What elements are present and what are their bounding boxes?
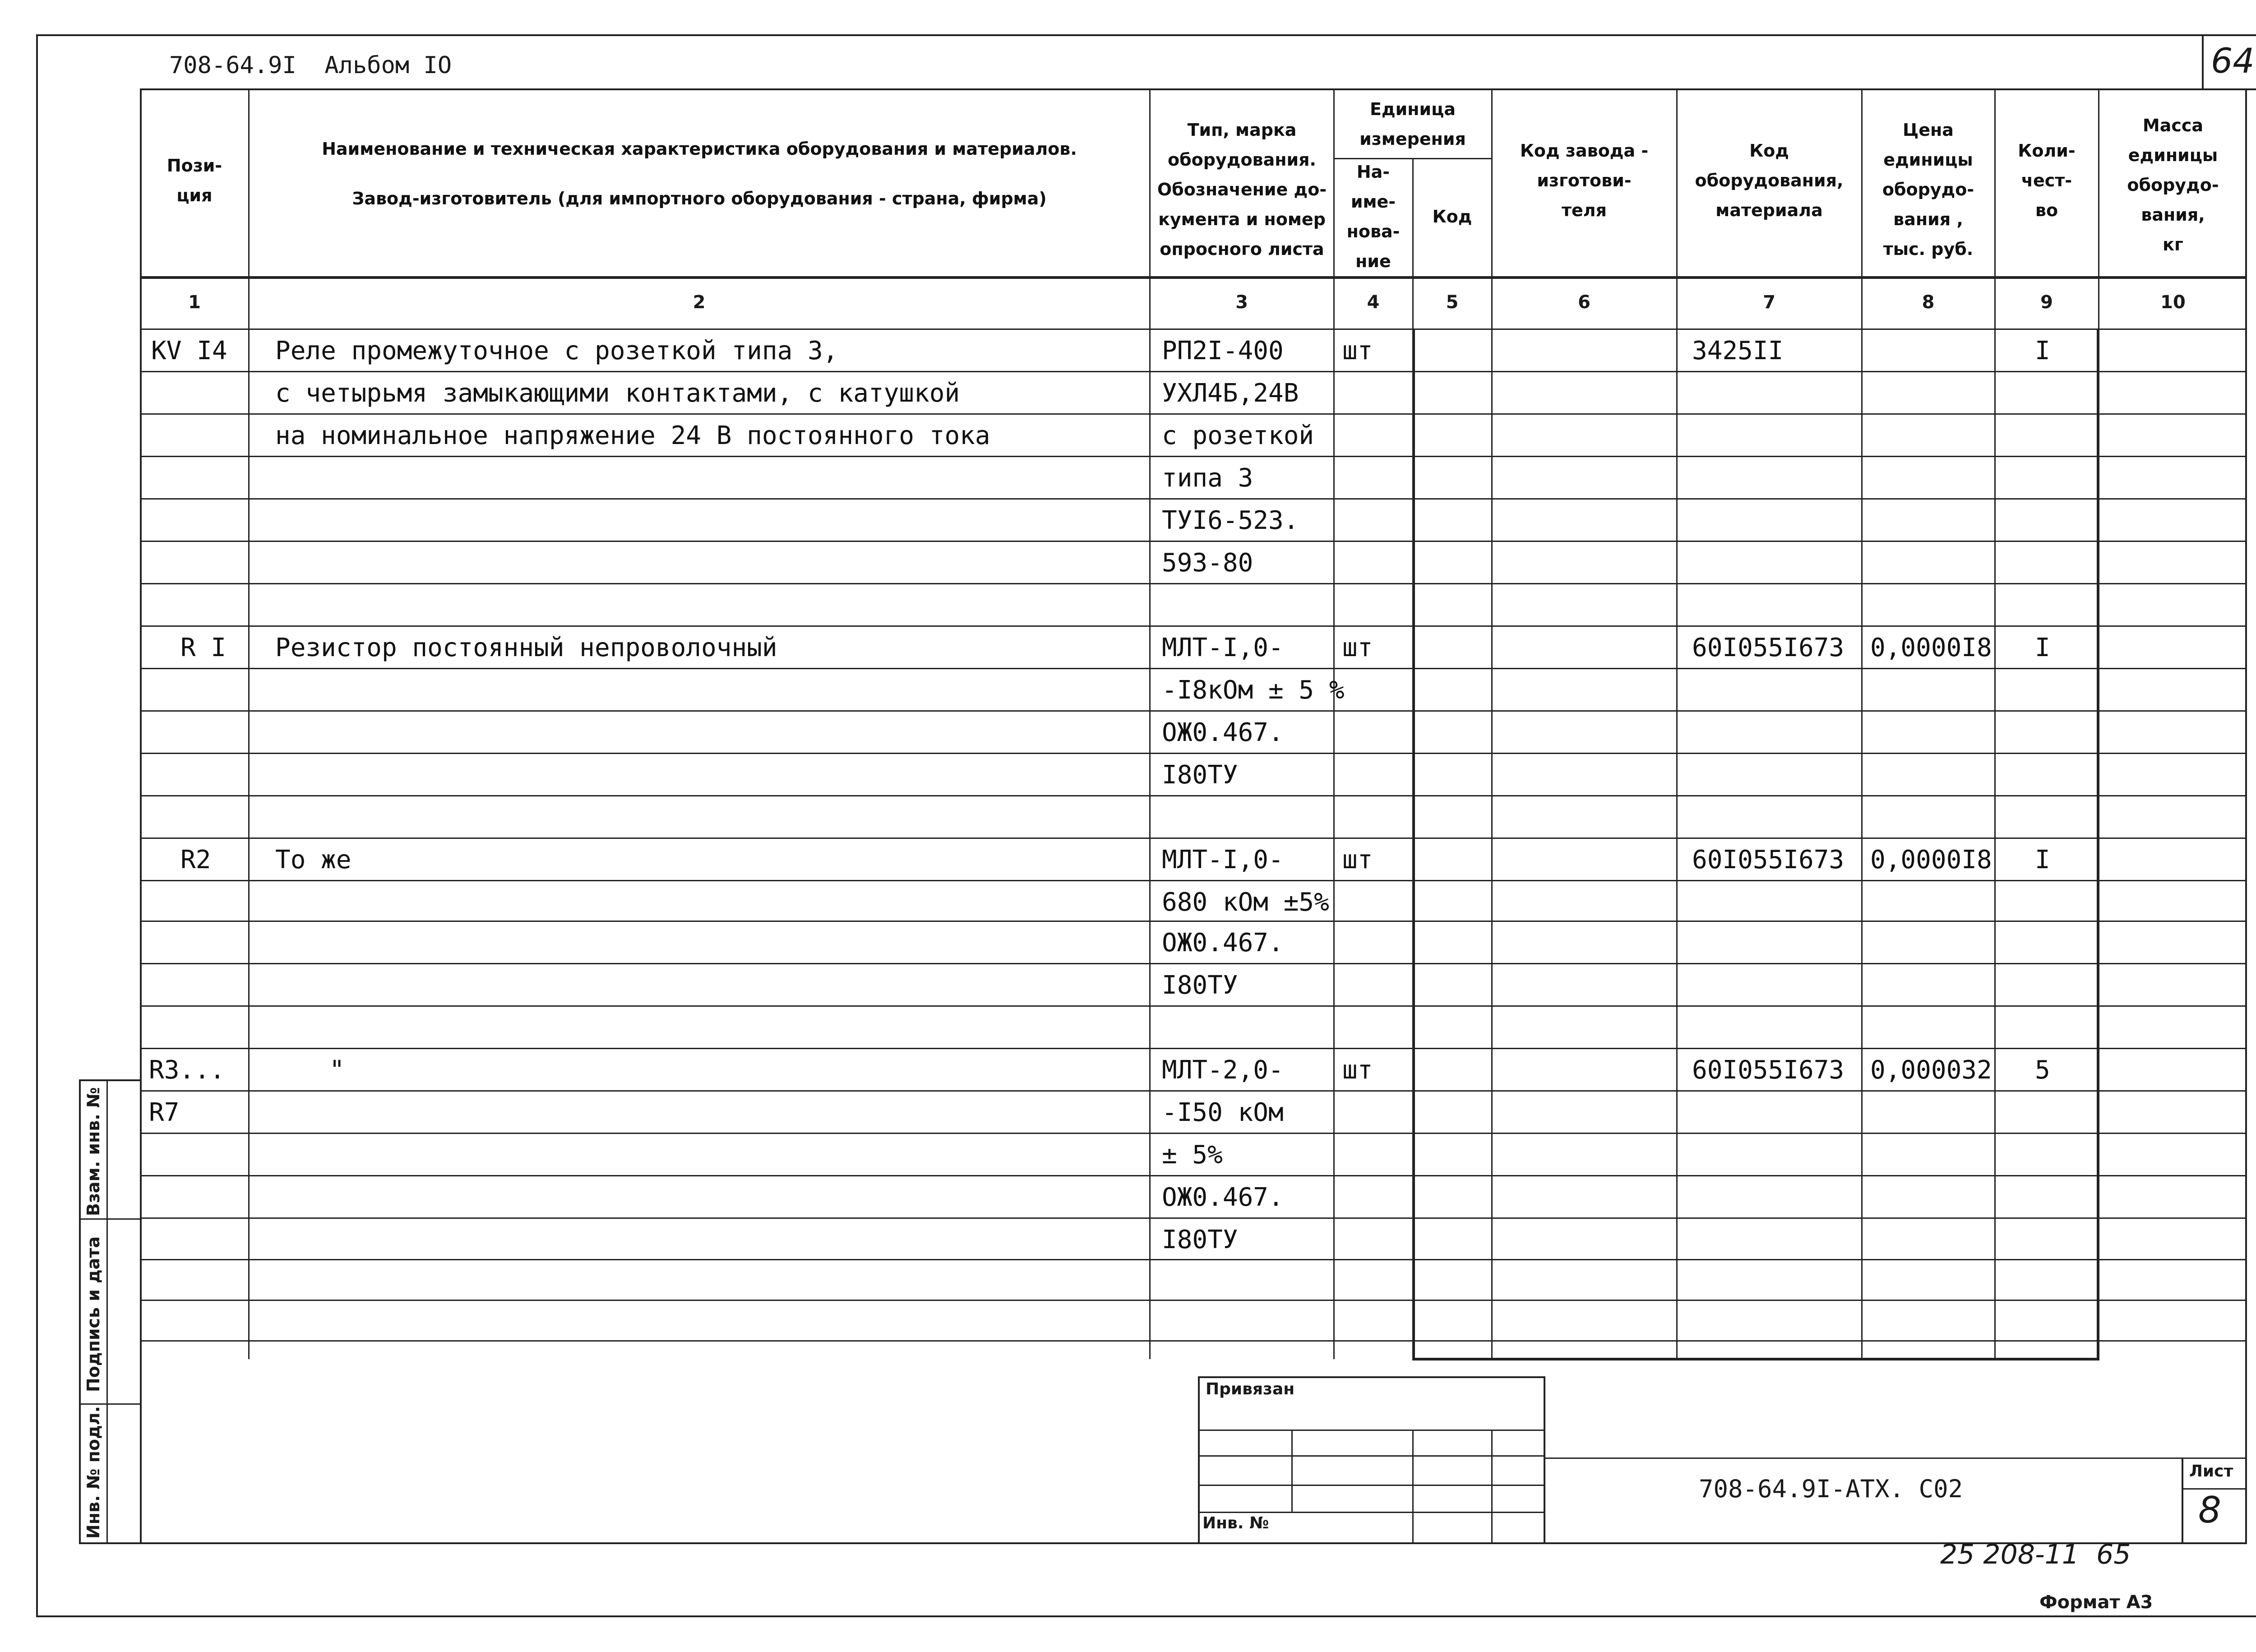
row-line [140, 795, 2247, 796]
stamp-line-4 [1198, 1512, 1545, 1513]
header-unit-code: Код [1432, 207, 1472, 227]
row-line [140, 963, 2247, 964]
header-position: Пози- ция [166, 156, 222, 205]
row-line [140, 753, 2247, 754]
cell-type: МЛТ-I,0- [1162, 845, 1284, 875]
stamp-inv-label: Инв. № [1202, 1514, 1269, 1532]
cell-type: ± 5% [1162, 1140, 1223, 1170]
title-block-top-line [1545, 1458, 2247, 1459]
cell-type: УХЛ4Б,24В [1162, 379, 1299, 408]
cell-type: -I50 кОм [1162, 1098, 1284, 1127]
colnum-1: 1 [188, 292, 201, 313]
header-price: Цена единицы оборудо- вания , тыс. руб. [1882, 120, 1974, 259]
row-line [140, 541, 2247, 542]
row-line [140, 1090, 2247, 1092]
colnum-10: 10 [2160, 292, 2186, 313]
row-line [140, 880, 2247, 881]
stamp-line-3 [1198, 1485, 1545, 1486]
header-name-line1: Наименование и техническая характеристика оборудования и материалов. [322, 139, 1077, 159]
row-line [140, 371, 2247, 372]
side-label-podpis: Подпись и дата [83, 1236, 103, 1392]
colnum-8: 8 [1922, 292, 1935, 313]
stamp-line-2 [1198, 1455, 1545, 1457]
stamp-vline-2 [1412, 1430, 1414, 1544]
cell-pos: R7 [149, 1098, 180, 1127]
cell-pos: R3... [149, 1055, 225, 1085]
cell-type: ТУI6-523. [1162, 506, 1299, 535]
cell-type: МЛТ-I,0- [1162, 633, 1284, 662]
row-line [140, 625, 2247, 627]
page-number-handwritten: 64 [2211, 41, 2255, 81]
row-line [140, 413, 2247, 415]
cell-type: -I8кОм ± 5 % [1162, 676, 1345, 705]
cell-unit: шт [1342, 633, 1373, 662]
row-line [140, 1259, 2247, 1260]
cell-type: МЛТ-2,0- [1162, 1055, 1284, 1085]
cell-price: 0,0000I8 [1870, 633, 1992, 662]
row-line [140, 583, 2247, 584]
cell-type: I80ТУ [1162, 971, 1238, 1000]
cell-unit: шт [1342, 845, 1373, 875]
side-line-2 [79, 1403, 140, 1405]
album-title: 708-64.9I Альбом IO [169, 52, 452, 79]
cell-type: типа 3 [1162, 463, 1253, 493]
cell-name: Резистор постоянный непроволочный [275, 633, 777, 662]
inventory-handwritten: 25 208-11 65 [1940, 1539, 2131, 1570]
side-label-vzam: Взам. инв. № [83, 1087, 103, 1216]
row-line [140, 456, 2247, 457]
row-line [140, 1217, 2247, 1219]
header-equipment-code: Код оборудования, материала [1695, 141, 1844, 220]
cell-name: Реле промежуточное с розеткой типа 3, [275, 336, 838, 366]
stamp-line-1 [1198, 1430, 1545, 1431]
cell-qty: I [2035, 336, 2050, 366]
sheet-label: Лист [2189, 1462, 2233, 1481]
cell-type: РП2I-400 [1162, 336, 1284, 366]
row-line [140, 710, 2247, 712]
header-unit-name: На- име- нова- ние [1346, 162, 1400, 271]
cell-code7: 60I055I673 [1692, 845, 1845, 875]
header-mass: Масса единицы оборудо- вания, кг [2127, 116, 2219, 255]
header-name-line2: Завод-изготовитель (для импортного оборудования - страна, фирма) [352, 189, 1047, 208]
document-code: 708-64.9I-АТХ. С02 [1699, 1475, 1963, 1503]
cell-type: с розеткой [1162, 421, 1314, 450]
highlight-block [1412, 329, 2099, 1360]
header-quantity: Коли- чест- во [2018, 141, 2076, 220]
row-line [140, 1005, 2247, 1007]
cell-code7: 3425II [1692, 336, 1784, 366]
side-label-inv: Инв. № подл. [83, 1406, 103, 1539]
cell-code7: 60I055I673 [1692, 1055, 1845, 1085]
cell-type: 593-80 [1162, 548, 1253, 578]
colnum-4: 4 [1367, 292, 1380, 313]
cell-pos: KV I4 [151, 336, 227, 366]
format-label: Формат А3 [2039, 1592, 2153, 1613]
side-strip-divider [106, 1079, 108, 1544]
col-line-1 [248, 88, 250, 1359]
cell-type: 680 кОм ±5% [1162, 888, 1329, 917]
header-unit: Единица измерения [1359, 99, 1466, 149]
row-line [140, 668, 2247, 669]
row-line [140, 1175, 2247, 1176]
colnum-9: 9 [2040, 292, 2053, 313]
colnum-7: 7 [1763, 292, 1775, 313]
cell-code7: 60I055I673 [1692, 633, 1845, 662]
cell-qty: I [2035, 633, 2050, 662]
sheet-number: 8 [2198, 1489, 2221, 1531]
header-divider [140, 276, 2247, 279]
cell-type: I80ТУ [1162, 760, 1238, 790]
cell-unit: шт [1342, 336, 1373, 366]
cell-price: 0,0000I8 [1870, 845, 1992, 875]
header-factory-code: Код завода - изготови- теля [1520, 141, 1649, 220]
cell-type: ОЖ0.467. [1162, 718, 1284, 747]
cell-name: То же [275, 845, 351, 875]
cell-pos: R I [180, 633, 227, 662]
stamp-privyazan-label: Привязан [1206, 1380, 1295, 1398]
cell-unit: шт [1342, 1055, 1373, 1085]
row-line [140, 498, 2247, 500]
row-line [140, 921, 2247, 922]
cell-pos: R2 [180, 845, 211, 875]
cell-name: " [329, 1055, 345, 1085]
cell-name: с четырьмя замыкающими контактами, с катушкой [275, 379, 960, 408]
row-line [140, 1133, 2247, 1134]
col-line-2 [1149, 88, 1151, 1359]
header-type: Тип, марка оборудования. Обозначение до- кумента и номер опросного листа [1157, 120, 1327, 259]
col-line-3 [1333, 88, 1335, 1359]
colnum-2: 2 [693, 292, 706, 313]
colnum-3: 3 [1235, 292, 1248, 313]
colnum-6: 6 [1578, 292, 1590, 313]
cell-qty: I [2035, 845, 2050, 875]
cell-type: I80ТУ [1162, 1225, 1238, 1254]
row-line [140, 1340, 2247, 1342]
row-line [140, 1048, 2247, 1049]
colnum-5: 5 [1446, 292, 1459, 313]
cell-price: 0,000032 [1870, 1055, 1992, 1085]
row-line [140, 838, 2247, 839]
stamp-vline-1 [1291, 1430, 1293, 1512]
cell-type: ОЖ0.467. [1162, 1183, 1284, 1212]
row-line [140, 1300, 2247, 1301]
side-line-1 [79, 1218, 140, 1220]
cell-name: на номинальное напряжение 24 В постоянного тока [275, 421, 990, 450]
cell-qty: 5 [2035, 1055, 2050, 1085]
cell-type: ОЖ0.467. [1162, 928, 1284, 958]
stamp-vline-3 [1491, 1430, 1493, 1544]
